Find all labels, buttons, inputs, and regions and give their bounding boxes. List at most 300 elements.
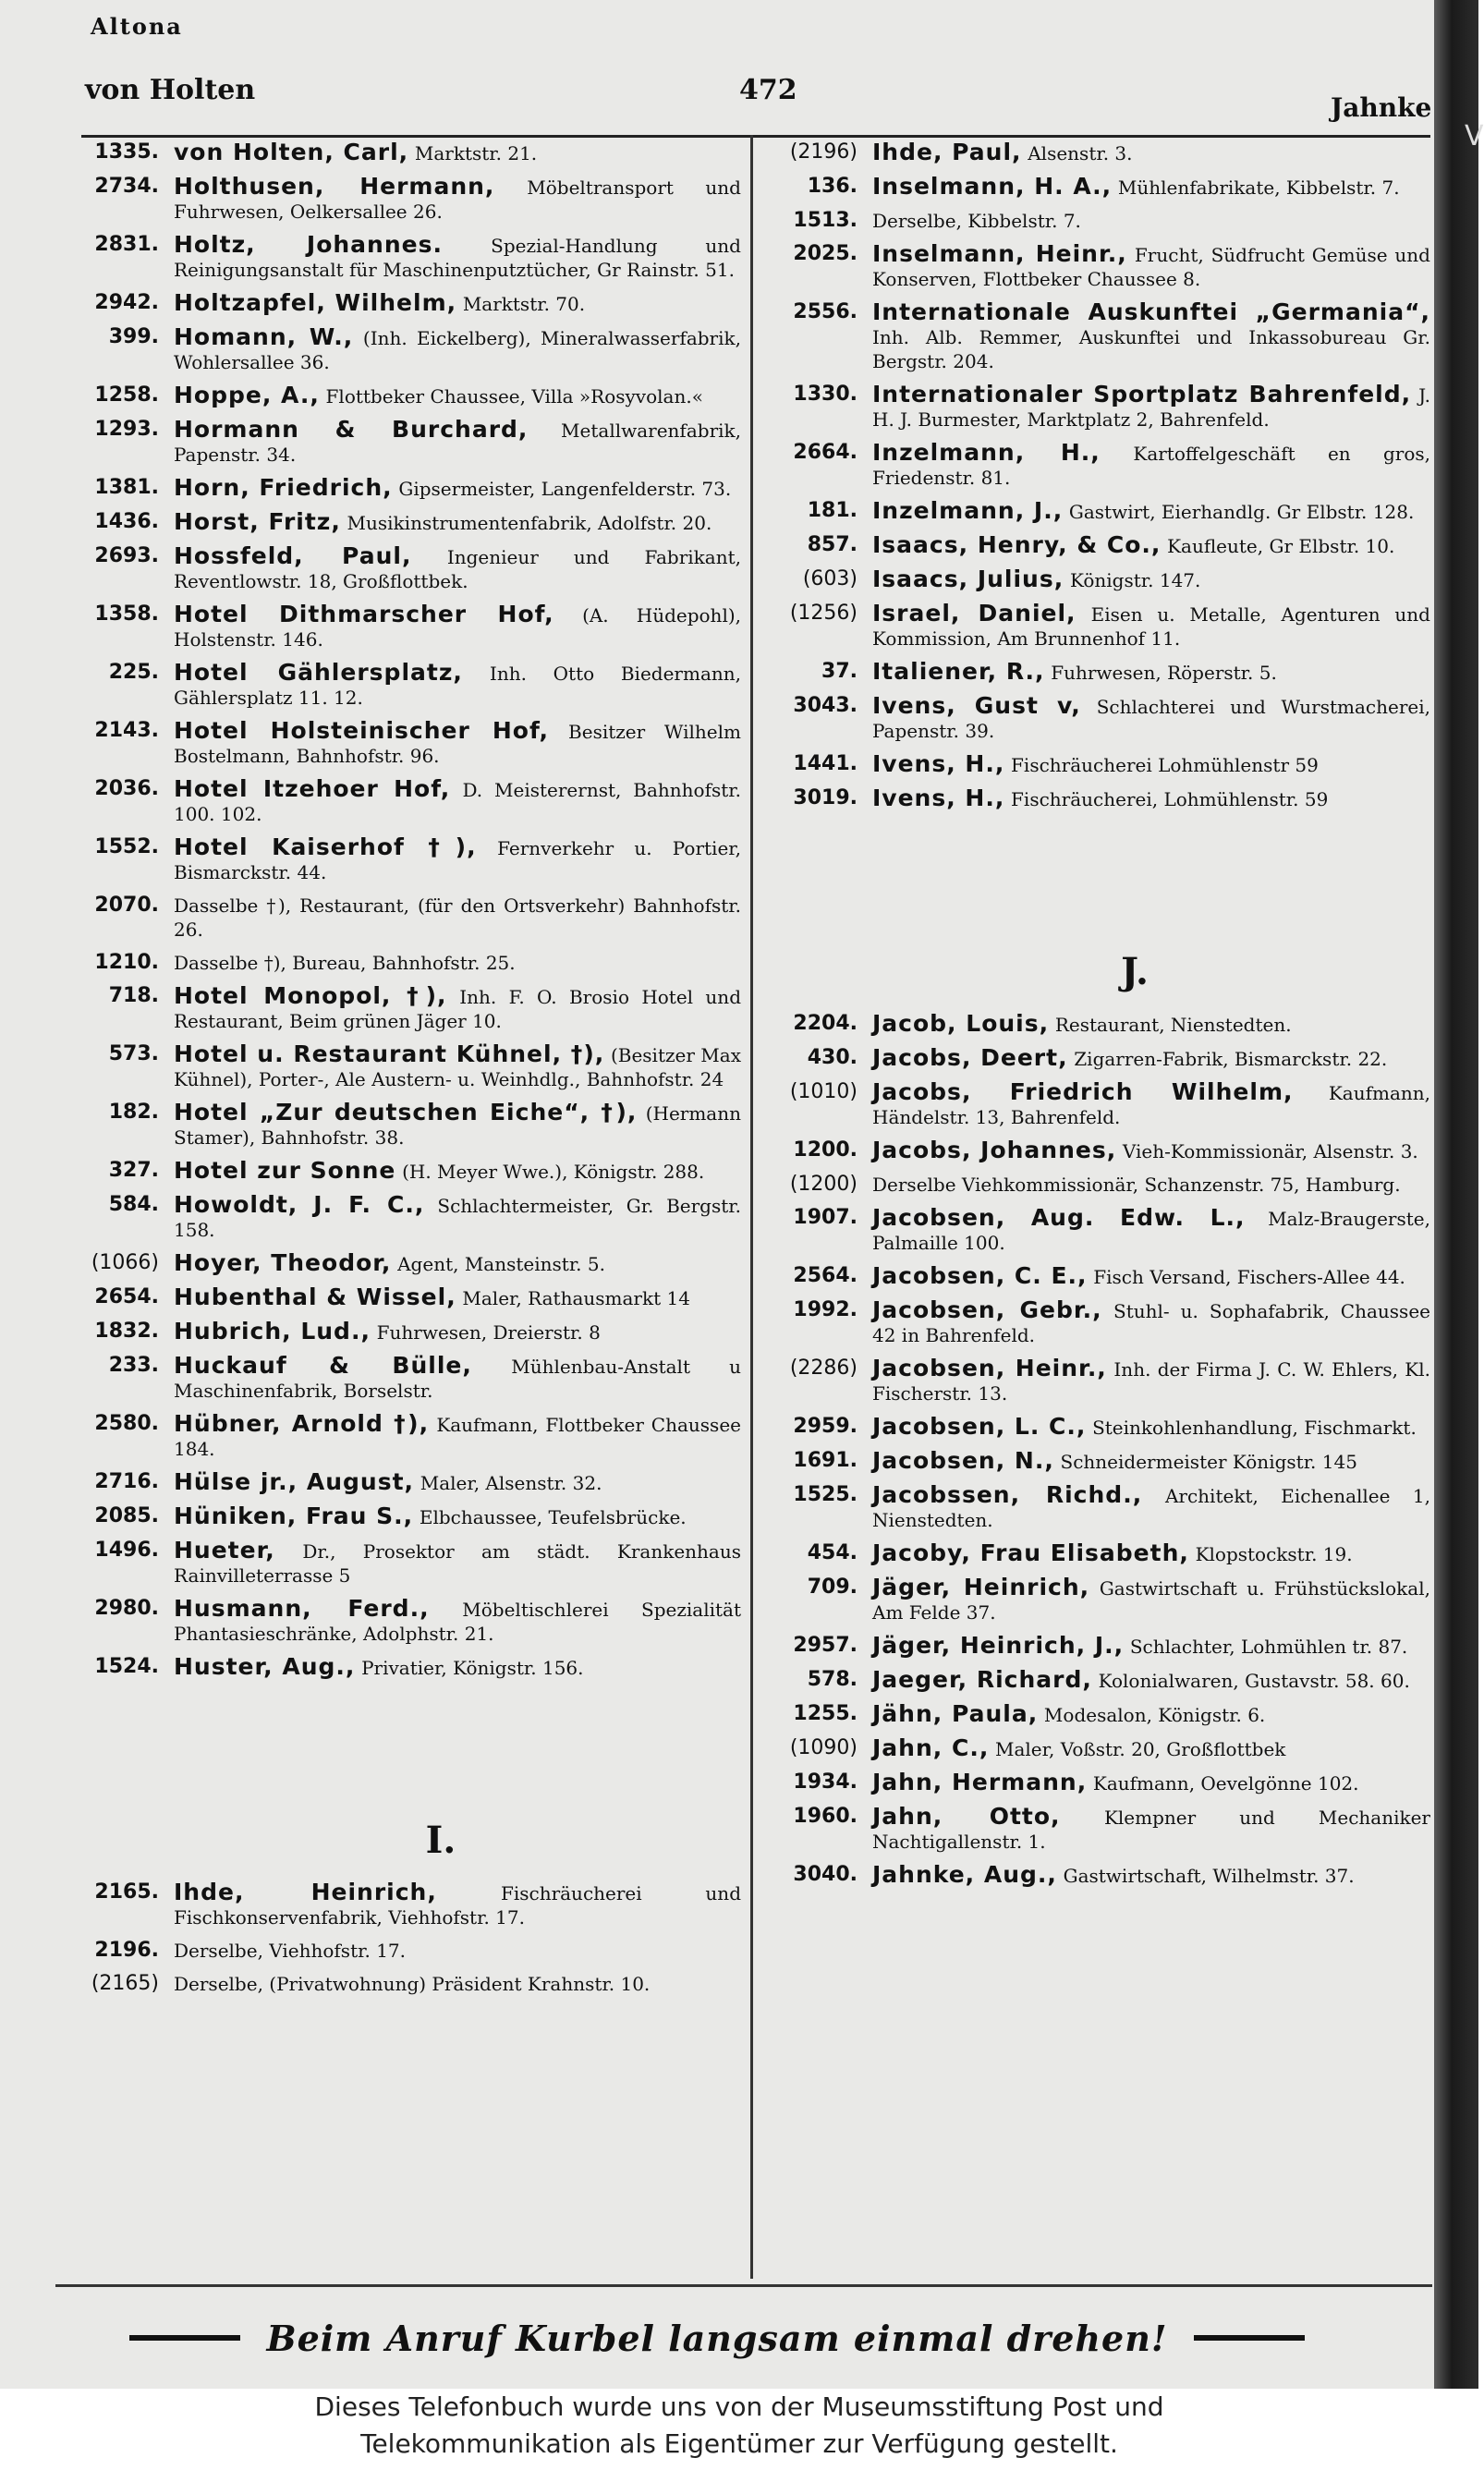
entry-details: Stuhl- u. Sophafabrik, Chaussee 42 in Bahrenfeld. xyxy=(872,1300,1430,1346)
directory-entry xyxy=(765,1298,1430,1347)
entry-number: 2831. xyxy=(94,233,159,256)
credit-line-2: Telekommunikation als Eigentümer zur Verfügung gestellt. xyxy=(360,2428,1118,2459)
entry-number: 136. xyxy=(807,175,858,198)
entry-number: 1381. xyxy=(94,476,159,499)
entry-name: Hotel Monopol, †), xyxy=(174,982,447,1009)
entry-number: 1210. xyxy=(94,951,159,974)
entry-details: Marktstr. 21. xyxy=(414,142,538,164)
entry-body xyxy=(174,325,741,374)
entry-body xyxy=(174,894,741,942)
entry-details: (Hermann Stamer), Bahnhofstr. 38. xyxy=(174,1102,741,1149)
directory-entry xyxy=(765,1634,1430,1659)
entry-body xyxy=(872,1138,1430,1163)
entry-details: Fuhrwesen, Dreierstr. 8 xyxy=(376,1321,601,1344)
entry-body xyxy=(872,1449,1430,1474)
entry-body xyxy=(174,1193,741,1242)
directory-entry xyxy=(765,786,1430,811)
entry-details: Königstr. 147. xyxy=(1069,569,1201,591)
entry-name: Jacoby, Frau Elisabeth, xyxy=(872,1539,1189,1566)
entry-number: 2036. xyxy=(94,777,159,800)
entry-body xyxy=(174,1042,741,1091)
entry-number: 2580. xyxy=(94,1412,159,1435)
directory-entry xyxy=(765,752,1430,777)
entry-name: Homann, W., xyxy=(174,323,354,350)
entry-details: Kaufleute, Gr Elbstr. 10. xyxy=(1167,535,1395,557)
directory-entry xyxy=(67,894,741,942)
entry-number: 2204. xyxy=(793,1012,858,1035)
entry-details: Schlachterei und Wurstmacherei, Papenstr. 39. xyxy=(872,696,1430,742)
entry-details: Kaufmann, Oevelgönne 102. xyxy=(1092,1772,1359,1795)
entry-name: Ivens, H., xyxy=(872,785,1005,811)
entry-details: Architekt, Eichenallee 1, Nienstedten. xyxy=(872,1485,1430,1531)
entry-body xyxy=(174,1159,741,1184)
left-entries-i xyxy=(67,1880,741,1996)
entry-number: (603) xyxy=(802,567,858,590)
directory-entry xyxy=(765,1863,1430,1888)
entry-name: Hossfeld, Paul, xyxy=(174,542,412,569)
entry-name: Jacobsen, Gebr., xyxy=(872,1296,1102,1323)
directory-entry xyxy=(765,383,1430,432)
entry-number: 857. xyxy=(807,533,858,556)
entry-name: Inzelmann, J., xyxy=(872,497,1064,524)
directory-entry xyxy=(67,835,741,884)
entry-name: Hotel Itzehoer Hof, xyxy=(174,775,451,802)
entry-name: Hormann & Burchard, xyxy=(174,416,529,443)
entry-number: 718. xyxy=(108,984,159,1007)
entry-details: Klempner und Mechaniker Nachtigallenstr. 1. xyxy=(872,1807,1430,1853)
entry-number: 1255. xyxy=(793,1702,858,1725)
entry-name: Ihde, Heinrich, xyxy=(174,1879,437,1905)
entry-body xyxy=(174,1539,741,1588)
directory-entry xyxy=(67,175,741,224)
entry-details: Dasselbe †), Restaurant, (für den Ortsverkehr) Bahnhofstr. 26. xyxy=(174,894,741,941)
right-column xyxy=(765,140,1430,1897)
entry-number: 1335. xyxy=(94,140,159,164)
entry-details: Maler, Voßstr. 20, Großflottbek xyxy=(995,1738,1286,1760)
entry-details: Möbeltransport und Fuhrwesen, Oelkersallee 26. xyxy=(174,176,741,223)
entry-details: Gastwirtschaft u. Frühstückslokal, Am Felde 37. xyxy=(872,1577,1430,1624)
entry-body xyxy=(872,242,1430,291)
entry-details: Inh. F. O. Brosio Hotel und Restaurant, Beim grünen Jäger 10. xyxy=(174,986,741,1032)
entry-name: Hotel Kaiserhof †), xyxy=(174,833,477,860)
directory-entry xyxy=(67,602,741,651)
entry-details: Inh. der Firma J. C. W. Ehlers, Kl. Fischerstr. 13. xyxy=(872,1358,1430,1405)
entry-name: Hotel „Zur deutschen Eiche“, †), xyxy=(174,1099,638,1125)
entry-name: Husmann, Ferd., xyxy=(174,1595,430,1622)
entry-number: 1496. xyxy=(94,1539,159,1562)
entry-body xyxy=(174,1412,741,1461)
entry-number: 3019. xyxy=(793,786,858,809)
entry-number: 2564. xyxy=(793,1264,858,1287)
entry-body xyxy=(872,1736,1430,1761)
entry-body xyxy=(174,1972,741,1996)
entry-body xyxy=(872,1046,1430,1071)
entry-body xyxy=(174,1504,741,1529)
entry-body xyxy=(872,1357,1430,1405)
entry-name: Holtzapfel, Wilhelm, xyxy=(174,289,457,316)
entry-details: Dasselbe †), Bureau, Bahnhofstr. 25. xyxy=(174,952,516,974)
entry-name: Jacobs, Friedrich Wilhelm, xyxy=(872,1078,1294,1105)
directory-entry xyxy=(765,1357,1430,1405)
entry-number: 584. xyxy=(108,1193,159,1216)
entry-name: Israel, Daniel, xyxy=(872,600,1077,627)
entry-name: Jacobs, Deert, xyxy=(872,1044,1068,1071)
directory-entry xyxy=(765,567,1430,592)
entry-body xyxy=(872,1668,1430,1693)
entry-name: Hotel Gählersplatz, xyxy=(174,659,463,686)
header-rule xyxy=(81,135,1430,138)
entry-body xyxy=(174,140,741,165)
directory-entry xyxy=(765,1541,1430,1566)
entry-number: 37. xyxy=(821,660,858,683)
entry-number: 181. xyxy=(807,499,858,522)
entry-details: Inh. Otto Biedermann, Gählersplatz 11. 12. xyxy=(174,663,741,709)
entry-name: Inzelmann, H., xyxy=(872,439,1101,466)
entry-details: Schlachter, Lohmühlen tr. 87. xyxy=(1129,1636,1408,1658)
entry-number: 454. xyxy=(807,1541,858,1564)
entry-name: Jacobsen, C. E., xyxy=(872,1262,1088,1289)
entry-name: Holthusen, Hermann, xyxy=(174,173,495,200)
directory-entry xyxy=(67,291,741,316)
entry-number: 327. xyxy=(108,1159,159,1182)
entry-number: 1200. xyxy=(793,1138,858,1162)
entry-name: Hotel Holsteinischer Hof, xyxy=(174,717,549,744)
footer-slogan-bar xyxy=(0,2292,1434,2384)
entry-body xyxy=(174,777,741,826)
entry-details: Ingenieur und Fabrikant, Reventlowstr. 18, Großflottbek. xyxy=(174,546,741,592)
directory-entry xyxy=(67,1470,741,1495)
entry-details: Möbeltischlerei Spezialität Phantasieschränke, Adolphstr. 21. xyxy=(174,1599,741,1645)
entry-number: (1256) xyxy=(789,602,858,625)
entry-body xyxy=(174,951,741,975)
entry-body xyxy=(174,383,741,408)
entry-details: Metallwarenfabrik, Papenstr. 34. xyxy=(174,420,741,466)
entry-name: Jahnke, Aug., xyxy=(872,1861,1057,1888)
entry-details: Fischräucherei Lohmühlenstr 59 xyxy=(1011,754,1319,776)
entry-body xyxy=(174,835,741,884)
right-entries xyxy=(765,140,1430,811)
entry-details: Fisch Versand, Fischers-Allee 44. xyxy=(1093,1266,1405,1288)
entry-number: (1066) xyxy=(91,1251,159,1274)
directory-entry xyxy=(67,1972,741,1996)
entry-body xyxy=(872,1863,1430,1888)
entry-name: Ivens, H., xyxy=(872,750,1005,777)
entry-body xyxy=(174,476,741,501)
entry-name: Howoldt, J. F. C., xyxy=(174,1191,425,1218)
directory-entry xyxy=(765,1012,1430,1037)
entry-number: 573. xyxy=(108,1042,159,1065)
directory-entry xyxy=(67,661,741,710)
entry-number: 2165. xyxy=(94,1880,159,1904)
entry-body xyxy=(872,694,1430,743)
entry-name: Inselmann, Heinr., xyxy=(872,240,1127,267)
entry-number: 2025. xyxy=(793,242,858,265)
entry-name: Hoppe, A., xyxy=(174,382,320,408)
entry-number: 2693. xyxy=(94,544,159,567)
directory-entry xyxy=(67,1101,741,1150)
footer-rule xyxy=(55,2284,1432,2287)
entry-number: 578. xyxy=(807,1668,858,1691)
directory-entry xyxy=(765,660,1430,685)
entry-body xyxy=(174,1470,741,1495)
entry-details: Kaufmann, Flottbeker Chaussee 184. xyxy=(174,1414,741,1460)
entry-details: Maler, Rathausmarkt 14 xyxy=(462,1287,690,1309)
entry-details: Restaurant, Nienstedten. xyxy=(1054,1014,1292,1036)
entry-number: 709. xyxy=(807,1576,858,1599)
entry-body xyxy=(174,1597,741,1646)
entry-body xyxy=(174,1939,741,1963)
entry-details: Fischräucherei, Lohmühlenstr. 59 xyxy=(1011,788,1329,810)
entry-details: Inh. Alb. Remmer, Auskunftei und Inkassobureau Gr. Bergstr. 204. xyxy=(872,326,1430,372)
entry-body xyxy=(872,441,1430,490)
directory-entry xyxy=(765,1576,1430,1624)
entry-details: Derselbe, Viehhofstr. 17. xyxy=(174,1940,406,1962)
entry-details: Gastwirt, Eierhandlg. Gr Elbstr. 128. xyxy=(1068,501,1415,523)
entry-name: Ivens, Gust v, xyxy=(872,692,1081,719)
entry-body xyxy=(872,1298,1430,1347)
credit-line-1: Dieses Telefonbuch wurde uns von der Museumsstiftung Post und xyxy=(314,2391,1164,2422)
entry-name: Jahn, C., xyxy=(872,1734,990,1761)
entry-number: 1960. xyxy=(793,1805,858,1828)
entry-number: (2196) xyxy=(789,140,858,164)
entry-number: 2070. xyxy=(94,894,159,917)
entry-number: 1934. xyxy=(793,1770,858,1794)
header-city: Altona xyxy=(91,13,183,40)
entry-name: Jacobssen, Richd., xyxy=(872,1481,1143,1508)
entry-body xyxy=(872,602,1430,651)
entry-name: Horn, Friedrich, xyxy=(174,474,393,501)
entry-name: Jäger, Heinrich, J., xyxy=(872,1632,1125,1659)
entry-number: (1090) xyxy=(789,1736,858,1759)
directory-entry xyxy=(765,1173,1430,1197)
header-last-entry: Jahnke xyxy=(1331,92,1432,123)
entry-name: Jacob, Louis, xyxy=(872,1010,1050,1037)
directory-entry xyxy=(67,325,741,374)
entry-details: Derselbe Viehkommissionär, Schanzenstr. 75, Hamburg. xyxy=(872,1174,1401,1196)
directory-entry xyxy=(67,1880,741,1929)
directory-entry xyxy=(765,441,1430,490)
directory-entry xyxy=(765,1449,1430,1474)
entry-body xyxy=(174,544,741,593)
entry-details: Gastwirtschaft, Wilhelmstr. 37. xyxy=(1063,1865,1355,1887)
entry-details: Agent, Mansteinstr. 5. xyxy=(397,1253,605,1275)
entry-body xyxy=(872,1483,1430,1532)
entry-name: Jäger, Heinrich, xyxy=(872,1574,1090,1600)
directory-entry xyxy=(765,140,1430,165)
entry-body xyxy=(872,1173,1430,1197)
entry-body xyxy=(872,1805,1430,1854)
entry-name: Holtz, Johannes. xyxy=(174,231,443,258)
entry-number: 1552. xyxy=(94,835,159,858)
directory-entry xyxy=(67,777,741,826)
entry-name: Jacobsen, N., xyxy=(872,1447,1054,1474)
directory-entry xyxy=(765,1206,1430,1255)
edge-glyph: V xyxy=(1465,120,1484,152)
entry-details: Marktstr. 70. xyxy=(462,293,586,315)
entry-number: (2286) xyxy=(789,1357,858,1380)
directory-entry xyxy=(765,1415,1430,1440)
directory-entry xyxy=(67,951,741,975)
entry-body xyxy=(174,1101,741,1150)
entry-body xyxy=(872,786,1430,811)
entry-name: von Holten, Carl, xyxy=(174,139,409,165)
directory-entry xyxy=(765,499,1430,524)
entry-number: 1513. xyxy=(793,209,858,232)
entry-details: Fuhrwesen, Röperstr. 5. xyxy=(1051,662,1277,684)
entry-details: Zigarren-Fabrik, Bismarckstr. 22. xyxy=(1074,1048,1388,1070)
entry-number: 1436. xyxy=(94,510,159,533)
entry-details: Klopstockstr. 19. xyxy=(1195,1543,1353,1565)
entry-body xyxy=(872,383,1430,432)
entry-number: 1832. xyxy=(94,1320,159,1343)
directory-entry xyxy=(765,1046,1430,1071)
entry-body xyxy=(872,1264,1430,1289)
entry-details: Musikinstrumentenfabrik, Adolfstr. 20. xyxy=(347,512,712,534)
entry-name: Horst, Fritz, xyxy=(174,508,341,535)
entry-name: Jacobsen, Aug. Edw. L., xyxy=(872,1204,1246,1231)
entry-details: Fischräucherei und Fischkonservenfabrik, Viehhofstr. 17. xyxy=(174,1882,741,1929)
entry-number: 3040. xyxy=(793,1863,858,1886)
entry-details: Kolonialwaren, Gustavstr. 58. 60. xyxy=(1098,1670,1410,1692)
entry-details: Besitzer Wilhelm Bostelmann, Bahnhofstr. 96. xyxy=(174,721,741,767)
entry-number: 2196. xyxy=(94,1939,159,1962)
entry-body xyxy=(174,291,741,316)
directory-entry xyxy=(67,233,741,282)
directory-entry xyxy=(765,175,1430,200)
entry-number: 1293. xyxy=(94,418,159,441)
entry-details: Frucht, Südfrucht Gemüse und Konserven, Flottbeker Chaussee 8. xyxy=(872,244,1430,290)
entry-body xyxy=(872,533,1430,558)
footer-line-right xyxy=(1194,2335,1305,2341)
section-letter-j: J. xyxy=(1121,950,1149,993)
entry-number: 1441. xyxy=(793,752,858,775)
entry-details: Schneidermeister Königstr. 145 xyxy=(1060,1451,1357,1473)
entry-name: Hoyer, Theodor, xyxy=(174,1249,392,1276)
entry-details: Flottbeker Chaussee, Villa »Rosyvolan.« xyxy=(325,385,703,408)
entry-number: 2085. xyxy=(94,1504,159,1527)
entry-name: Jacobsen, Heinr., xyxy=(872,1355,1107,1381)
entry-name: Italiener, R., xyxy=(872,658,1045,685)
entry-name: Huster, Aug., xyxy=(174,1653,356,1680)
entry-body xyxy=(174,175,741,224)
directory-entry xyxy=(67,1655,741,1680)
entry-body xyxy=(872,175,1430,200)
entry-name: Isaacs, Julius, xyxy=(872,566,1064,592)
directory-entry xyxy=(765,1736,1430,1761)
entry-body xyxy=(174,661,741,710)
entry-body xyxy=(174,1320,741,1345)
directory-entry xyxy=(67,383,741,408)
left-entries xyxy=(67,140,741,1680)
right-entries-j xyxy=(765,1012,1430,1888)
directory-entry xyxy=(67,1412,741,1461)
entry-body xyxy=(872,660,1430,685)
directory-entry xyxy=(765,1668,1430,1693)
entry-body xyxy=(872,1012,1430,1037)
entry-number: 1524. xyxy=(94,1655,159,1678)
entry-body xyxy=(174,233,741,282)
entry-number: 2980. xyxy=(94,1597,159,1620)
entry-name: Jacobsen, L. C., xyxy=(872,1413,1087,1440)
entry-details: D. Meisterernst, Bahnhofstr. 100. 102. xyxy=(174,779,741,825)
entry-name: Hülse jr., August, xyxy=(174,1468,415,1495)
entry-details: Schlachtermeister, Gr. Bergstr. 158. xyxy=(174,1195,741,1241)
directory-entry xyxy=(765,1080,1430,1129)
entry-details: (H. Meyer Wwe.), Königstr. 288. xyxy=(402,1161,705,1183)
entry-details: Kartoffelgeschäft en gros, Friedenstr. 81. xyxy=(872,443,1430,489)
entry-body xyxy=(174,418,741,467)
entry-number: 1330. xyxy=(793,383,858,406)
section-letter-i: I. xyxy=(425,1819,456,1862)
entry-details: (Inh. Eickelberg), Mineralwasserfabrik, Wohlersallee 36. xyxy=(174,327,741,373)
entry-details: Derselbe, Kibbelstr. 7. xyxy=(872,210,1081,232)
directory-entry xyxy=(765,694,1430,743)
entry-name: Ihde, Paul, xyxy=(872,139,1022,165)
entry-details: Alsenstr. 3. xyxy=(1028,142,1133,164)
entry-body xyxy=(174,1880,741,1929)
entry-body xyxy=(872,1634,1430,1659)
header-first-entry: von Holten xyxy=(85,74,256,106)
directory-entry xyxy=(765,1138,1430,1163)
entry-number: 2957. xyxy=(793,1634,858,1657)
entry-body xyxy=(872,1702,1430,1727)
directory-entry xyxy=(67,1285,741,1310)
entry-name: Hotel zur Sonne xyxy=(174,1157,396,1184)
entry-number: (1200) xyxy=(789,1173,858,1196)
entry-body xyxy=(174,1655,741,1680)
entry-number: 233. xyxy=(108,1354,159,1377)
directory-entry xyxy=(765,300,1430,373)
entry-details: Maler, Alsenstr. 32. xyxy=(420,1472,602,1494)
directory-entry xyxy=(765,209,1430,233)
entry-body xyxy=(872,752,1430,777)
entry-details: Privatier, Königstr. 156. xyxy=(361,1657,584,1679)
entry-name: Inselmann, H. A., xyxy=(872,173,1113,200)
entry-name: Isaacs, Henry, & Co., xyxy=(872,531,1162,558)
footer-line-left xyxy=(129,2335,240,2341)
entry-number: 225. xyxy=(108,661,159,684)
entry-body xyxy=(872,1541,1430,1566)
entry-number: 1907. xyxy=(793,1206,858,1229)
entry-body xyxy=(872,140,1430,165)
entry-body xyxy=(872,1770,1430,1795)
credit-note xyxy=(0,2389,1478,2470)
entry-number: 2734. xyxy=(94,175,159,198)
entry-name: Internationale Auskunftei „Germania“, xyxy=(872,298,1430,325)
entry-body xyxy=(174,719,741,768)
directory-entry xyxy=(67,1042,741,1091)
entry-name: Hotel Dithmarscher Hof, xyxy=(174,601,554,627)
entry-body xyxy=(174,1251,741,1276)
entry-body xyxy=(872,1415,1430,1440)
directory-entry xyxy=(67,719,741,768)
column-divider xyxy=(750,135,753,2279)
directory-entry xyxy=(67,1193,741,1242)
entry-details: J. H. J. Burmester, Marktplatz 2, Bahrenfeld. xyxy=(872,384,1430,431)
directory-entry xyxy=(67,1159,741,1184)
entry-name: Hubenthal & Wissel, xyxy=(174,1284,456,1310)
entry-number: 2556. xyxy=(793,300,858,323)
entry-number: 3043. xyxy=(793,694,858,717)
entry-name: Internationaler Sportplatz Bahrenfeld, xyxy=(872,381,1412,408)
entry-name: Hübner, Arnold †), xyxy=(174,1410,430,1437)
entry-number: 1258. xyxy=(94,383,159,407)
directory-entry xyxy=(765,602,1430,651)
entry-body xyxy=(174,1285,741,1310)
entry-number: 2959. xyxy=(793,1415,858,1438)
entry-details: Dr., Prosektor am städt. Krankenhaus Rainvilleterrasse 5 xyxy=(174,1540,741,1587)
entry-body xyxy=(872,1206,1430,1255)
